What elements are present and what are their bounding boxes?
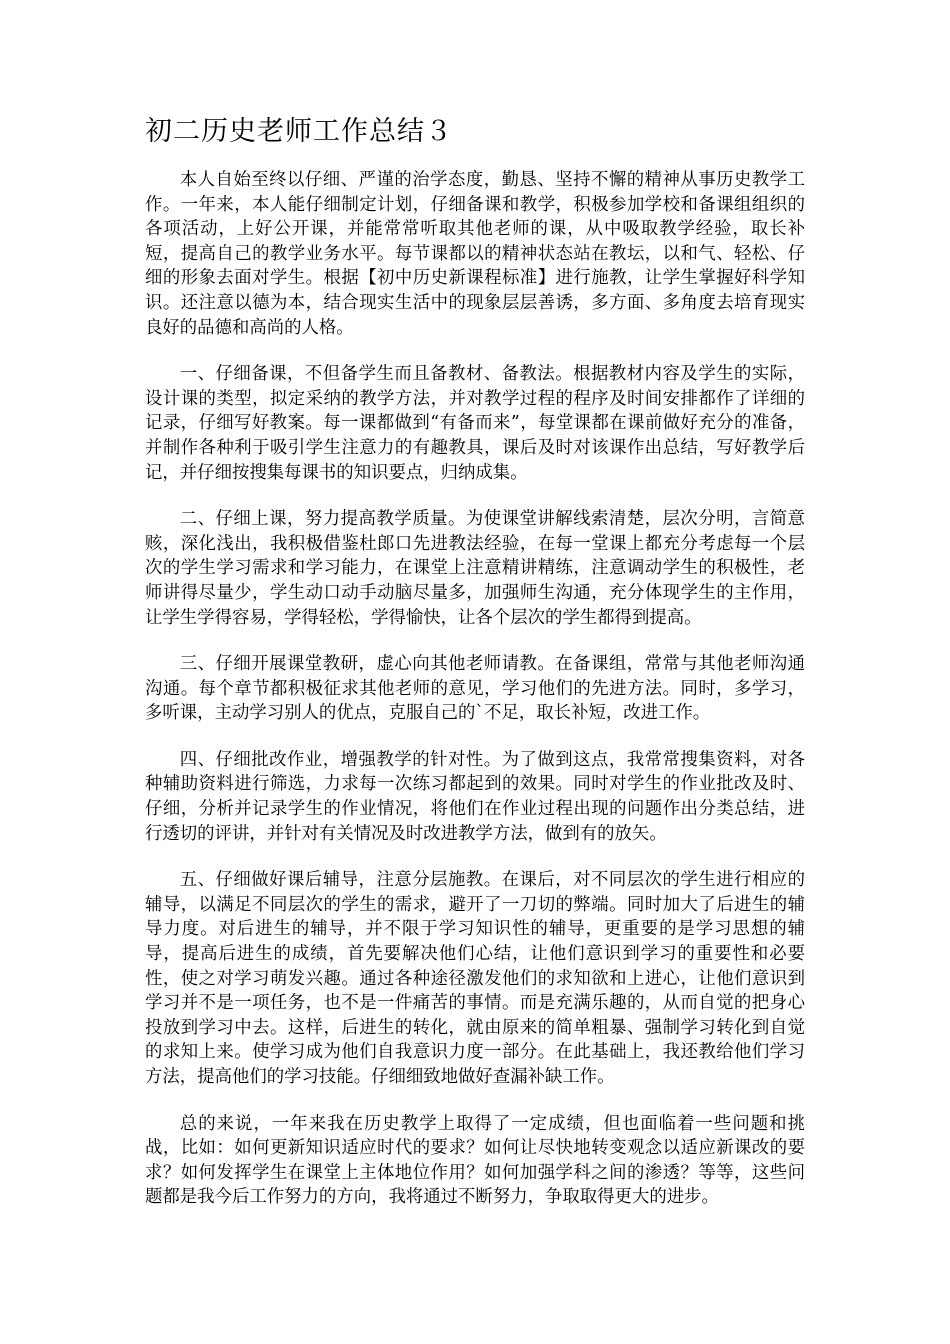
paragraph-conclusion: 总的来说，一年来我在历史教学上取得了一定成绩，但也面临着一些问题和挑战，比如：如何更新知识适应时代的要求？如何让尽快地转变观念以适应新课改的要求？如何发挥学生在课堂上主体地位作用？如何加强学科之间的渗透？等等，这些问题都是我今后工作努力的方向，我将通过不断努力，争取取得更大的进步。 xyxy=(145,1113,805,1208)
document-body xyxy=(145,168,805,1232)
paragraph-teaching-research: 三、仔细开展课堂教研，虚心向其他老师请教。在备课组，常常与其他老师沟通沟通。每个章节都积极征求其他老师的意见，学习他们的先进方法。同时，多学习，多听课，主动学习别人的优点，克服自己的`不足，取长补短，改进工作。 xyxy=(145,654,805,724)
paragraph-homework-correction: 四、仔细批改作业，增强教学的针对性。为了做到这点，我常常搜集资料，对各种辅助资料进行筛选，力求每一次练习都起到的效果。同时对学生的作业批改及时、仔细，分析并记录学生的作业情况，将他们在作业过程出现的问题作出分类总结，进行透切的评讲，并针对有关情况及时改进教学方法，做到有的放矢。 xyxy=(145,749,805,844)
page-title: 初二历史老师工作总结３ xyxy=(145,116,453,147)
paragraph-after-class-tutoring: 五、仔细做好课后辅导，注意分层施教。在课后，对不同层次的学生进行相应的辅导，以满足不同层次的学生的需求，避开了一刀切的弊端。同时加大了后进生的辅导力度。对后进生的辅导，并不限于学习知识性的辅导，更重要的是学习思想的辅导，提高后进生的成绩，首先要解决他们心结，让他们意识到学习的重要性和必要性，使之对学习萌发兴趣。通过各种途径激发他们的求知欲和上进心，让他们意识到学习并不是一项任务，也不是一件痛苦的事情。而是充满乐趣的，从而自觉的把身心投放到学习中去。这样，后进生的转化，就由原来的简单粗暴、强制学习转化到自觉的求知上来。使学习成为他们自我意识力度一部分。在此基础上，我还教给他们学习方法，提高他们的学习技能。仔细细致地做好查漏补缺工作。 xyxy=(145,870,805,1087)
paragraph-teaching: 二、仔细上课，努力提高教学质量。为使课堂讲解线索清楚，层次分明，言简意赅，深化浅出，我积极借鉴杜郎口先进教法经验，在每一堂课上都充分考虑每一个层次的学生学习需求和学习能力，在课堂上注意精讲精练，注意调动学生的积极性，老师讲得尽量少，学生动口动手动脑尽量多，加强师生沟通，充分体现学生的主作用，让学生学得容易，学得轻松，学得愉快，让各个层次的学生都得到提高。 xyxy=(145,509,805,628)
paragraph-lesson-preparation: 一、仔细备课，不但备学生而且备教材、备教法。根据教材内容及学生的实际，设计课的类型，拟定采纳的教学方法，并对教学过程的程序及时间安排都作了详细的记录，仔细写好教案。每一课都做到“有备而来”，每堂课都在课前做好充分的准备，并制作各种利于吸引学生注意力的有趣教具，课后及时对该课作出总结，写好教学后记，并仔细按搜集每课书的知识要点，归纳成集。 xyxy=(145,364,805,483)
paragraph-intro: 本人自始至终以仔细、严谨的治学态度，勤恳、坚持不懈的精神从事历史教学工作。一年来，本人能仔细制定计划，仔细备课和教学，积极参加学校和备课组组织的各项活动，上好公开课，并能常常听取其他老师的课，从中吸取教学经验，取长补短，提高自己的教学业务水平。每节课都以的精神状态站在教坛，以和气、轻松、仔细的形象去面对学生。根据【初中历史新课程标准】进行施教，让学生掌握好科学知识。还注意以德为本，结合现实生活中的现象层层善诱，多方面、多角度去培育现实良好的品德和高尚的人格。 xyxy=(145,170,805,338)
